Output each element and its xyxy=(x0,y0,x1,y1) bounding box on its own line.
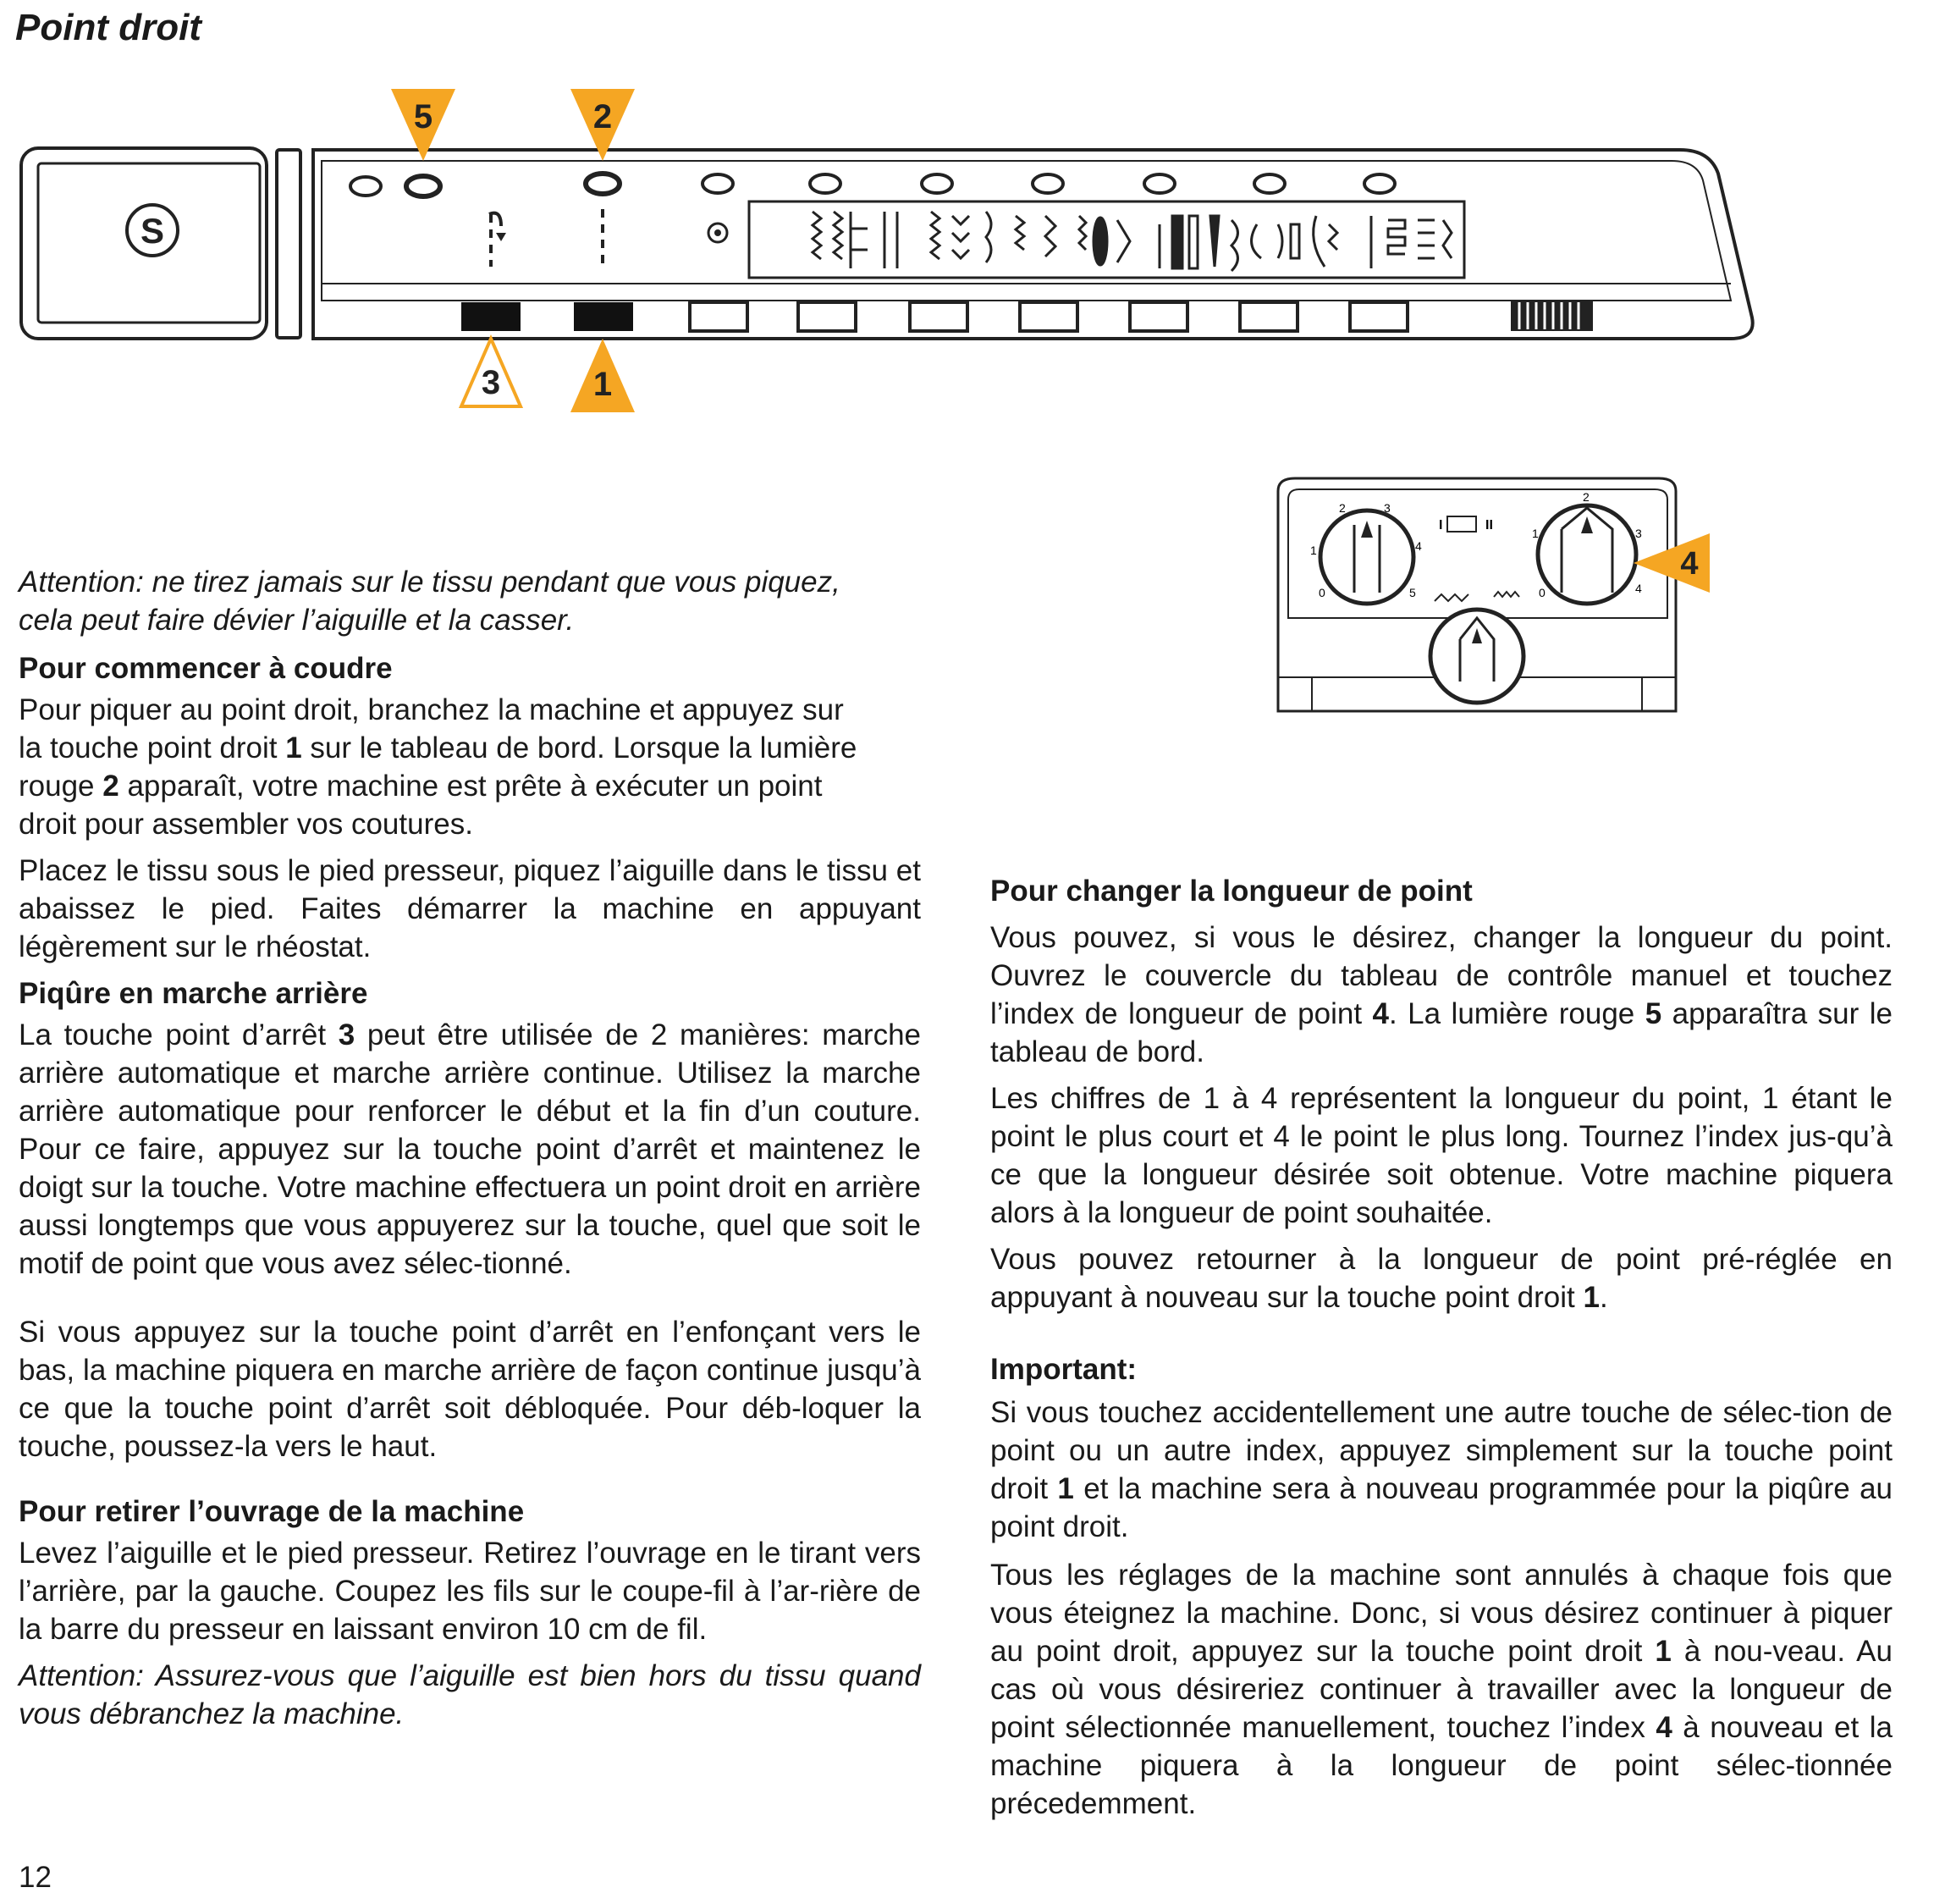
stitch-select-button-3[interactable] xyxy=(910,302,967,331)
left-dial-tick-0: 0 xyxy=(1319,586,1325,599)
left-dial-tick-4: 4 xyxy=(1415,539,1422,553)
speed-slider-icon[interactable] xyxy=(1511,301,1593,331)
important-paragraph-1: Si vous touchez accidentellement une autre touche de sélec-tion de point ou un autre index, appuyez simplement sur la touche point droit 1 et la machine sera à nouveau programmée pour la piqûre au point droit. xyxy=(990,1396,1893,1543)
start-paragraph-2: Placez le tissu sous le pied presseur, piquez l’aiguille dans le tissu et abaissez le pied. Faites démarrer la machine en appuyant légèrement sur le rhéostat. xyxy=(19,854,921,963)
right-dial-tick-2: 2 xyxy=(1583,490,1590,504)
remove-paragraph-1: Levez l’aiguille et le pied presseur. Retirez l’ouvrage en le tirant vers l’arrière, par la gauche. Coupez les fils sur le coupe-fil à l’ar-rière de la barre du presseur en laissant environ 10 cm de fil. xyxy=(19,1537,921,1646)
important-paragraph-2: Tous les réglages de la machine sont annulés à chaque fois que vous éteignez la machine. Donc, si vous désirez continuer à piquer au point droit, appuyez sur la touche point droit 1 à nou-veau. Au cas où vous désireriez continuer à travailler avec la longueur de point sélectionnée manuellement, touchez l’index 4 à nouveau et la machine piquera à la longueur de point sélec-tionnée précedemment. xyxy=(990,1559,1893,1820)
length-paragraph-2: Les chiffres de 1 à 4 représentent la longueur du point, 1 étant le point le plus court et 4 le point le plus long. Tournez l’index jus-qu’à ce que la longueur désirée soit obtenue. Votre machine piquera alors à la longueur de point souhaitée. xyxy=(990,1082,1893,1229)
marker-5-label: 5 xyxy=(413,98,433,135)
switch-label-left: I xyxy=(1439,518,1443,533)
heading-change-length: Pour changer la longueur de point xyxy=(990,875,1473,908)
marker-2-label: 2 xyxy=(592,98,613,135)
switch-label-right: II xyxy=(1485,518,1493,533)
stitch-select-button-4[interactable] xyxy=(1020,302,1077,331)
left-dial-tick-1: 1 xyxy=(1310,544,1317,557)
marker-1-label: 1 xyxy=(592,366,613,403)
page-title: Point droit xyxy=(15,7,201,48)
svg-text:S: S xyxy=(140,211,165,251)
marker-1 xyxy=(570,339,635,412)
left-column xyxy=(19,563,921,1733)
pattern-adjust-dial[interactable] xyxy=(1430,610,1524,703)
zigzag-narrow-icon xyxy=(1494,592,1519,597)
marker-3 xyxy=(461,339,521,406)
heading-reverse-stitch: Piqûre en marche arrière xyxy=(19,977,368,1010)
page-number: 12 xyxy=(19,1861,52,1894)
straight-stitch-button[interactable] xyxy=(574,302,633,331)
reverse-paragraph-1: La touche point d’arrêt 3 peut être utilisée de 2 manières: marche arrière automatique et marche arrière continue. Utilisez la marche arrière automatique pour renforcer le début et la fin d’un couture. Pour ce faire, appuyez sur la touche point d’arrêt et maintenez le doigt sur la touche. Votre machine effectuera un point droit en arrière aussi longtemps que vous appuyerez sur la touche, quel que soit le motif de point que vous avez sélec-tionné. xyxy=(19,1018,921,1280)
warning-1-line-2: cela peut faire dévier l’aiguille et la casser. xyxy=(19,604,575,637)
left-dial-tick-3: 3 xyxy=(1384,501,1391,515)
right-dial-tick-3: 3 xyxy=(1635,527,1642,540)
needle-position-switch[interactable] xyxy=(1447,516,1476,532)
heading-remove-work: Pour retirer l’ouvrage de la machine xyxy=(19,1495,525,1528)
marker-3-label: 3 xyxy=(481,364,501,401)
reverse-stitch-symbol-icon xyxy=(489,213,506,267)
stitch-length-dial[interactable] xyxy=(1538,505,1636,604)
start-paragraph-1: Pour piquer au point droit, branchez la machine et appuyez sur la touche point droit 1 sur le tableau de bord. Lorsque la lumière rouge 2 apparaît, votre machine est prête à exécuter un point droit pour assembler vos coutures. xyxy=(19,693,857,841)
stitch-patterns-icon xyxy=(813,212,1452,271)
zigzag-wide-icon xyxy=(1435,594,1468,601)
warning-1-line-1: Attention: ne tirez jamais sur le tissu pendant que vous piquez, xyxy=(19,566,840,599)
stitch-select-button-1[interactable] xyxy=(690,302,747,331)
heading-important: Important: xyxy=(990,1353,1138,1386)
reverse-stitch-button[interactable] xyxy=(461,302,521,331)
reverse-paragraph-2: Si vous appuyez sur la touche point d’arrêt en l’enfonçant vers le bas, la machine piquera en marche arrière de façon continue jusqu’à ce que la touche point d’arrêt soit débloquée. Pour déb-loquer la touche, poussez-la vers le haut. xyxy=(19,1316,921,1463)
dial-panel-diagram xyxy=(1270,474,1727,720)
control-panel-diagram xyxy=(0,80,1777,419)
right-dial-tick-1: 1 xyxy=(1532,527,1539,540)
stitch-select-button-6[interactable] xyxy=(1240,302,1298,331)
right-dial-tick-0: 0 xyxy=(1539,586,1546,599)
marker-4 xyxy=(1634,533,1710,593)
length-paragraph-1: Vous pouvez, si vous le désirez, changer la longueur du point. Ouvrez le couvercle du tableau de contrôle manuel et touchez l’index de longueur de point 4. La lumière rouge 5 apparaîtra sur le tableau de bord. xyxy=(990,921,1893,1068)
stitch-select-button-5[interactable] xyxy=(1130,302,1187,331)
stitch-select-button-7[interactable] xyxy=(1350,302,1408,331)
right-column xyxy=(990,872,1893,1823)
stitch-width-dial[interactable] xyxy=(1320,510,1413,604)
right-dial-tick-4: 4 xyxy=(1635,582,1642,595)
remove-warning: Attention: Assurez-vous que l’aiguille est bien hors du tissu quand vous débranchez la machine. xyxy=(19,1659,921,1730)
indicator-lights xyxy=(350,174,1395,196)
stitch-select-button-2[interactable] xyxy=(798,302,856,331)
length-paragraph-3: Vous pouvez retourner à la longueur de point pré-réglée en appuyant à nouveau sur la touche point droit 1. xyxy=(990,1243,1893,1314)
left-dial-tick-5: 5 xyxy=(1409,586,1416,599)
marker-4-label: 4 xyxy=(1680,546,1699,582)
left-dial-tick-2: 2 xyxy=(1339,501,1346,515)
heading-start-sewing: Pour commencer à coudre xyxy=(19,652,393,685)
